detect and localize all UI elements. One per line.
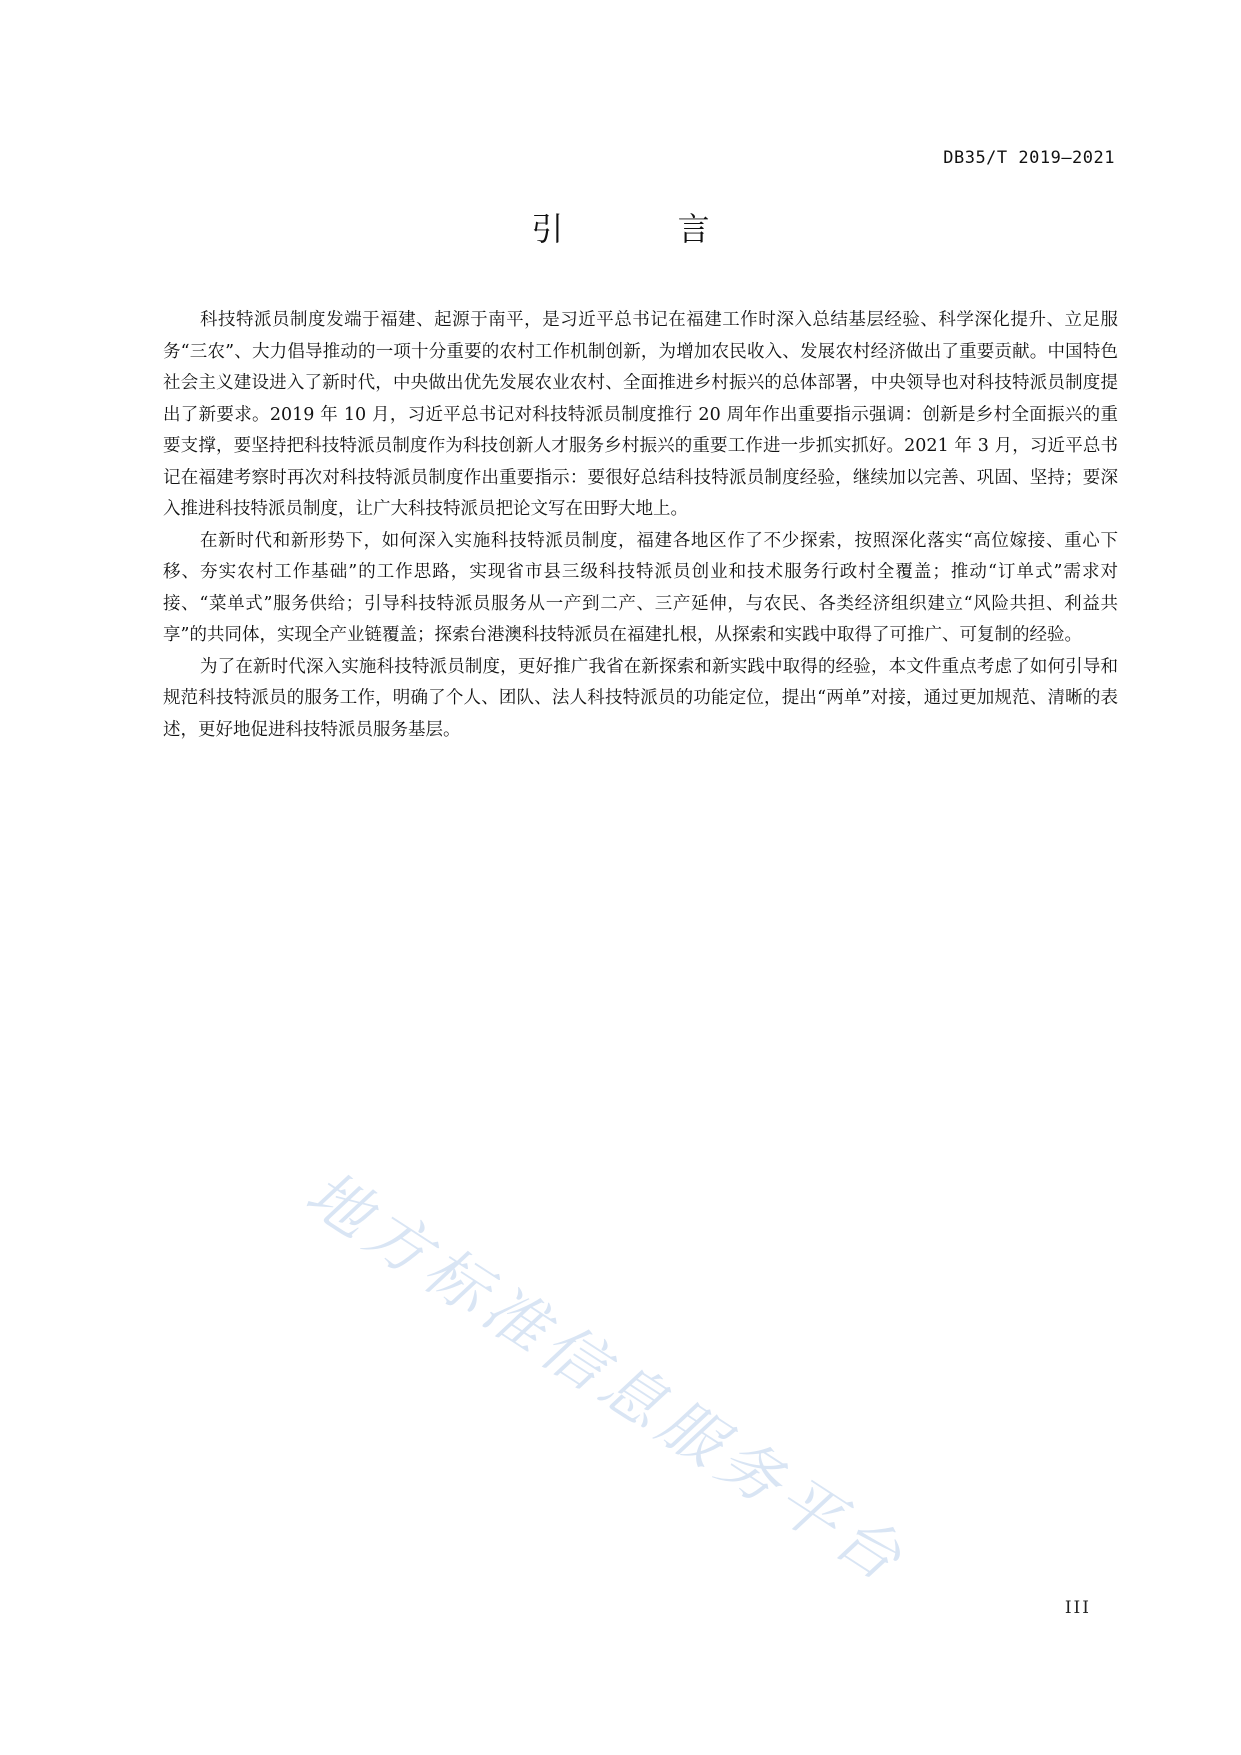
document-body bbox=[163, 305, 1118, 746]
page-title: 引 言 bbox=[531, 210, 762, 248]
paragraph-2: 在新时代和新形势下，如何深入实施科技特派员制度，福建各地区作了不少探索，按照深化落实“高位嫁接、重心下移、夯实农村工作基础”的工作思路，实现省市县三级科技特派员创业和技术服务行政村全覆盖；推动“订单式”需求对接、“菜单式”服务供给；引导科技特派员服务从一产到二产、三产延伸，与农民、各类经济组织建立“风险共担、利益共享”的共同体，实现全产业链覆盖；探索台港澳科技特派员在福建扎根，从探索和实践中取得了可推广、可复制的经验。 bbox=[163, 530, 1118, 645]
document-code: DB35/T 2019—2021 bbox=[943, 148, 1115, 168]
page-number: III bbox=[1064, 1598, 1091, 1618]
paragraph-3: 为了在新时代深入实施科技特派员制度，更好推广我省在新探索和新实践中取得的经验，本文件重点考虑了如何引导和规范科技特派员的服务工作，明确了个人、团队、法人科技特派员的功能定位，提出“两单”对接，通过更加规范、清晰的表述，更好地促进科技特派员服务基层。 bbox=[163, 656, 1118, 740]
watermark: 地方标准信息服务平台 bbox=[293, 1156, 921, 1599]
paragraph-1: 科技特派员制度发端于福建、起源于南平，是习近平总书记在福建工作时深入总结基层经验、科学深化提升、立足服务“三农”、大力倡导推动的一项十分重要的农村工作机制创新，为增加农民收入、发展农村经济做出了重要贡献。中国特色社会主义建设进入了新时代，中央做出优先发展农业农村、全面推进乡村振兴的总体部署，中央领导也对科技特派员制度提出了新要求。2019 年 10 月，习近平总书记对科技特派员制度推行 20 周年作出重要指示强调：创新是乡村全面振兴的重要支撑，要坚持把科技特派员制度作为科技创新人才服务乡村振兴的重要工作进一步抓实抓好。2021 年 3 月，习近平总书记在福建考察时再次对科技特派员制度作出重要指示：要很好总结科技特派员制度经验，继续加以完善、巩固、坚持；要深入推进科技特派员制度，让广大科技特派员把论文写在田野大地上。 bbox=[163, 310, 1118, 519]
